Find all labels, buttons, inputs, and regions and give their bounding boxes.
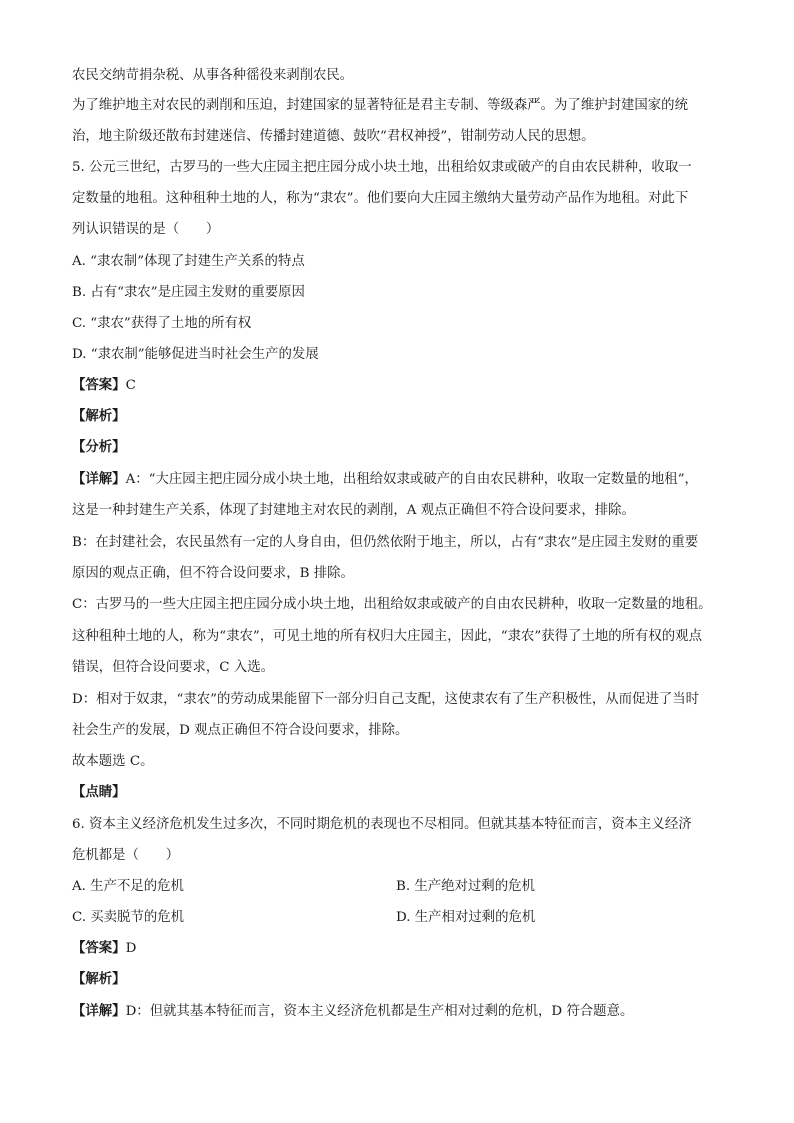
q6-options-row-2 (72, 908, 724, 928)
q5-detail-line-4: 原因的观点正确，但不符合设问要求，B 排除。 (72, 566, 354, 581)
q5-option-c: C. “隶农”获得了土地的所有权 (72, 316, 252, 331)
q5-option-d: D. “隶农制”能够促进当时社会生产的发展 (72, 347, 319, 362)
q6-option-d: D. 生产相对过剩的危机 (396, 910, 536, 925)
q5-detail-line-2: 这是一种封建生产关系，体现了封建地主对农民的剥削，A 观点正确但不符合设问要求，排除。 (72, 503, 635, 518)
q6-option-c: C. 买卖脱节的危机 (72, 910, 185, 925)
q5-detail-line-5: C：古罗马的一些大庄园主把庄园分成小块土地，出租给奴隶或破产的自由农民耕种，收取一定数量的地租。 (72, 597, 712, 612)
q6-options-row-1 (72, 877, 724, 897)
q5-detail-line-9: 社会生产的发展，D 观点正确但不符合设问要求，排除。 (72, 723, 409, 738)
q6-option-b: B. 生产绝对过剩的危机 (396, 879, 535, 894)
intro-line-2: 为了维护地主对农民的剥削和压迫，封建国家的显著特征是君主专制、等级森严。为了维护封建国家的统 (72, 98, 688, 113)
q5-detail-line-6: 这种租种土地的人，称为“隶农”，可见土地的所有权归大庄园主，因此，“隶农”获得了土地的所有权的观点 (72, 629, 702, 644)
detail-text: D：但就其基本特征而言，资本主义经济危机都是生产相对过剩的危机，D 符合题意。 (125, 1004, 634, 1019)
q6-detail-line-1 (72, 1002, 724, 1022)
intro-line-1: 农民交纳苛捐杂税、从事各种徭役来剥削农民。 (72, 68, 354, 83)
q5-detail-line-7: 错误，但符合设问要求，C 入选。 (72, 660, 274, 675)
q6-answer (72, 939, 724, 959)
intro-line-3: 治，地主阶级还散布封建迷信、传播封建道德、鼓吹“君权神授”，钳制劳动人民的思想。 (72, 129, 595, 144)
q5-detail-line-8: D：相对于奴隶，“隶农”的劳动成果能留下一部分归自己支配，这使隶农有了生产积极性，从而促进了当时 (72, 692, 700, 707)
q5-stem-line-2: 定数量的地租。这种租种土地的人，称为“隶农”。他们要向大庄园主缴纳大量劳动产品作为地租。对此下 (72, 191, 689, 206)
q6-stem-line-2: 危机都是（ ） (72, 848, 180, 863)
detail-label: 【详解】 (72, 1004, 126, 1019)
detail-text: A：“大庄园主把庄园分成小块土地，出租给奴隶或破产的自由农民耕种，收取一定数量的地租”， (125, 472, 698, 487)
q5-option-a: A. “隶农制”体现了封建生产关系的特点 (72, 254, 305, 269)
q5-conclusion: 故本题选 C。 (72, 754, 154, 769)
answer-label: 【答案】 (72, 378, 126, 393)
answer-value: D (125, 941, 137, 956)
q5-dianjing-label: 【点睛】 (72, 785, 126, 800)
q5-fenxi-label: 【分析】 (72, 440, 126, 455)
q5-answer (72, 376, 724, 396)
q5-analysis-label: 【解析】 (72, 409, 126, 424)
q5-detail-line-1 (72, 470, 724, 490)
answer-label: 【答案】 (72, 941, 126, 956)
q6-analysis-label: 【解析】 (72, 972, 126, 987)
q6-option-a: A. 生产不足的危机 (72, 879, 184, 894)
q5-stem-line-1: 5. 公元三世纪，古罗马的一些大庄园主把庄园分成小块土地，出租给奴隶或破产的自由农民耕种，收取一 (72, 160, 692, 175)
q5-option-b: B. 占有“隶农”是庄园主发财的重要原因 (72, 285, 305, 300)
q6-stem-line-1: 6. 资本主义经济危机发生过多次，不同时期危机的表现也不尽相同。但就其基本特征而言，资本主义经济 (72, 817, 692, 832)
answer-value: C (125, 378, 136, 393)
q5-stem-line-3: 列认识错误的是（ ） (72, 222, 220, 237)
q5-detail-line-3: B：在封建社会，农民虽然有一定的人身自由，但仍然依附于地主，所以，占有“隶农”是庄园主发财的重要 (72, 535, 699, 550)
detail-label: 【详解】 (72, 472, 126, 487)
